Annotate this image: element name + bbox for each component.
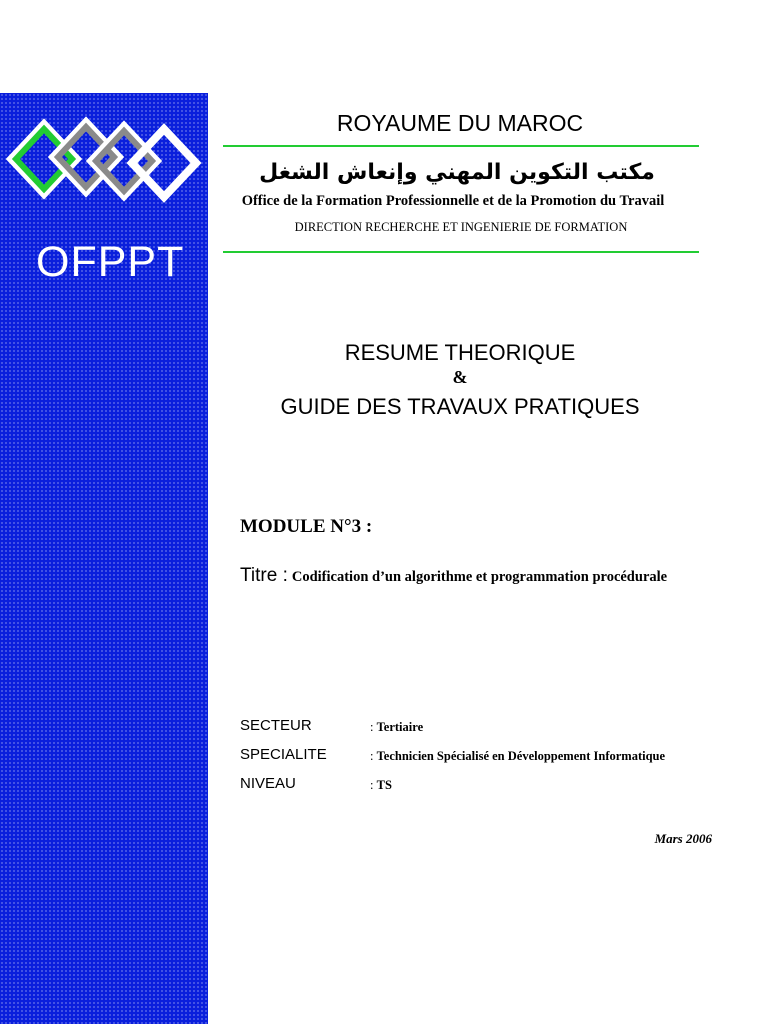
niveau-value: : TS xyxy=(370,778,392,792)
titre-label: Titre : xyxy=(240,565,288,586)
niveau-label: NIVEAU xyxy=(240,775,296,792)
divider-top xyxy=(223,145,699,147)
titre-value: Codification d’un algorithme et programmation procédurale xyxy=(291,569,668,585)
secteur-value: : Tertiaire xyxy=(370,720,424,734)
title-ampersand: & xyxy=(452,367,468,387)
module-title xyxy=(240,565,700,588)
specialite-label: SPECIALITE xyxy=(240,746,327,763)
module-number: MODULE N°3 : xyxy=(240,516,373,537)
arabic-office-name: مكتب التكوين المهني وإنعاش الشغل xyxy=(259,160,655,185)
secteur-label: SECTEUR xyxy=(240,717,312,734)
divider-bottom xyxy=(223,251,699,253)
title-line-1: RESUME THEORIQUE xyxy=(344,340,576,365)
specialite-value: : Technicien Spécialisé en Développement Informatique xyxy=(370,749,666,763)
direction-name: DIRECTION RECHERCHE ET INGENIERIE DE FORMATION xyxy=(294,220,628,234)
title-line-3: GUIDE DES TRAVAUX PRATIQUES xyxy=(280,394,640,419)
ofppt-logo-icon xyxy=(6,115,202,205)
document-date: Mars 2006 xyxy=(654,831,712,846)
country-heading: ROYAUME DU MAROC xyxy=(336,110,584,136)
office-name: Office de la Formation Professionnelle et de la Promotion du Travail xyxy=(241,193,665,209)
sidebar-panel xyxy=(0,93,208,1024)
ofppt-wordmark: OFPPT xyxy=(36,238,185,286)
